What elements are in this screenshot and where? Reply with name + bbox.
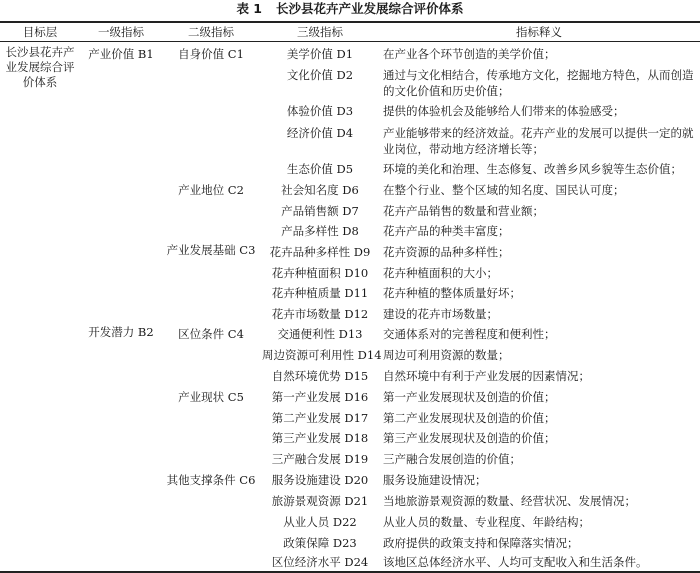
row-d18: 第三产业发展 D18: [271, 431, 369, 445]
row-d10: 花卉种植面积 D10: [271, 266, 369, 280]
row-d6: 社会知名度 D6: [281, 183, 359, 197]
target-layer-cell: 长沙县花卉产业发展综合评价体系: [5, 45, 75, 89]
row-d14: 周边资源可利用性 D14: [262, 348, 382, 362]
row-d22-explanation: 从业人员的数量、专业程度、年龄结构；: [383, 515, 590, 529]
row-d13: 交通便利性 D13: [277, 327, 363, 341]
row-d11: 花卉种植质量 D11: [271, 286, 369, 300]
level2-c6: 其他支撑条件 C6: [166, 473, 256, 487]
level2-c5: 产业现状 C5: [178, 390, 244, 404]
row-d6-explanation: 在整个行业、整个区域的知名度、国民认可度；: [383, 183, 625, 197]
row-d24: 区位经济水平 D24: [271, 555, 369, 569]
row-d20-explanation: 服务设施建设情况；: [383, 473, 487, 487]
row-d24-explanation: 该地区总体经济水平、人均可支配收入和生活条件。: [383, 555, 648, 569]
row-d16-explanation: 第一产业发展现状及创造的价值；: [383, 390, 556, 404]
row-d3: 体验价值 D3: [286, 104, 354, 118]
row-d16: 第一产业发展 D16: [271, 390, 369, 404]
row-d15: 自然环境优势 D15: [271, 369, 369, 383]
level2-c3: 产业发展基础 C3: [166, 243, 256, 257]
row-d8: 产品多样性 D8: [281, 224, 359, 238]
level1-b1: 产业价值 B1: [88, 47, 154, 61]
row-d7: 产品销售额 D7: [281, 204, 359, 218]
row-d18-explanation: 第三产业发展现状及创造的价值；: [383, 431, 556, 445]
header-level1: 一级指标: [98, 25, 144, 39]
row-d5: 生态价值 D5: [286, 162, 354, 176]
level2-c1: 自身价值 C1: [178, 47, 244, 61]
level1-b2: 开发潜力 B2: [88, 325, 154, 339]
header-level3: 三级指标: [297, 25, 343, 39]
table-caption: [0, 1, 700, 16]
row-d4-explanation: 产业能够带来的经济效益。花卉产业的发展可以提供一定的就业岗位，带动地方经济增长等；: [383, 126, 694, 156]
row-d12: 花卉市场数量 D12: [271, 307, 369, 321]
header-rule: [0, 41, 700, 42]
row-d1-explanation: 在产业各个环节创造的美学价值；: [383, 47, 556, 61]
row-d5-explanation: 环境的美化和治理、生态修复、改善乡风乡貌等生态价值；: [383, 162, 682, 176]
row-d19-explanation: 三产融合发展创造的价值；: [383, 452, 521, 466]
row-d11-explanation: 花卉种植的整体质量好坏；: [383, 286, 521, 300]
row-d3-explanation: 提供的体验机会及能够给人们带来的体验感受；: [383, 104, 625, 118]
row-d7-explanation: 花卉产品销售的数量和营业额；: [383, 204, 544, 218]
level2-c4: 区位条件 C4: [178, 327, 244, 341]
row-d10-explanation: 花卉种植面积的大小；: [383, 266, 498, 280]
header-level2: 二级指标: [188, 25, 234, 39]
row-d9: 花卉品种多样性 D9: [269, 245, 371, 259]
row-d15-explanation: 自然环境中有利于产业发展的因素情况；: [383, 369, 590, 383]
row-d1: 美学价值 D1: [286, 47, 354, 61]
row-d13-explanation: 交通体系对的完善程度和便利性；: [383, 327, 556, 341]
row-d17-explanation: 第二产业发展现状及创造的价值；: [383, 411, 556, 425]
row-d14-explanation: 周边可利用资源的数量；: [383, 348, 510, 362]
row-d22: 从业人员 D22: [283, 515, 357, 529]
row-d12-explanation: 建设的花卉市场数量；: [383, 307, 498, 321]
row-d2-explanation: 通过与文化相结合，传承地方文化，挖掘地方特色，从而创造的文化价值和历史价值；: [383, 68, 694, 98]
row-d2: 文化价值 D2: [286, 68, 354, 82]
row-d21: 旅游景观资源 D21: [271, 494, 369, 508]
row-d17: 第二产业发展 D17: [271, 411, 369, 425]
table-caption-title: 长沙县花卉产业发展综合评价体系: [276, 1, 464, 16]
bottom-rule: [0, 571, 700, 573]
top-rule: [0, 21, 700, 23]
row-d9-explanation: 花卉资源的品种多样性；: [383, 245, 510, 259]
row-d19: 三产融合发展 D19: [271, 452, 369, 466]
row-d20: 服务设施建设 D20: [271, 473, 369, 487]
row-d8-explanation: 花卉产品的种类丰富度；: [383, 224, 510, 238]
row-d23: 政策保障 D23: [283, 536, 357, 550]
header-explanation: 指标释义: [516, 25, 562, 39]
row-d21-explanation: 当地旅游景观资源的数量、经营状况、发展情况；: [383, 494, 636, 508]
header-target: 目标层: [22, 25, 58, 39]
row-d23-explanation: 政府提供的政策支持和保障落实情况；: [383, 536, 579, 550]
level2-c2: 产业地位 C2: [178, 183, 244, 197]
table-caption-label: 表 1: [236, 1, 263, 16]
row-d4: 经济价值 D4: [286, 126, 354, 140]
